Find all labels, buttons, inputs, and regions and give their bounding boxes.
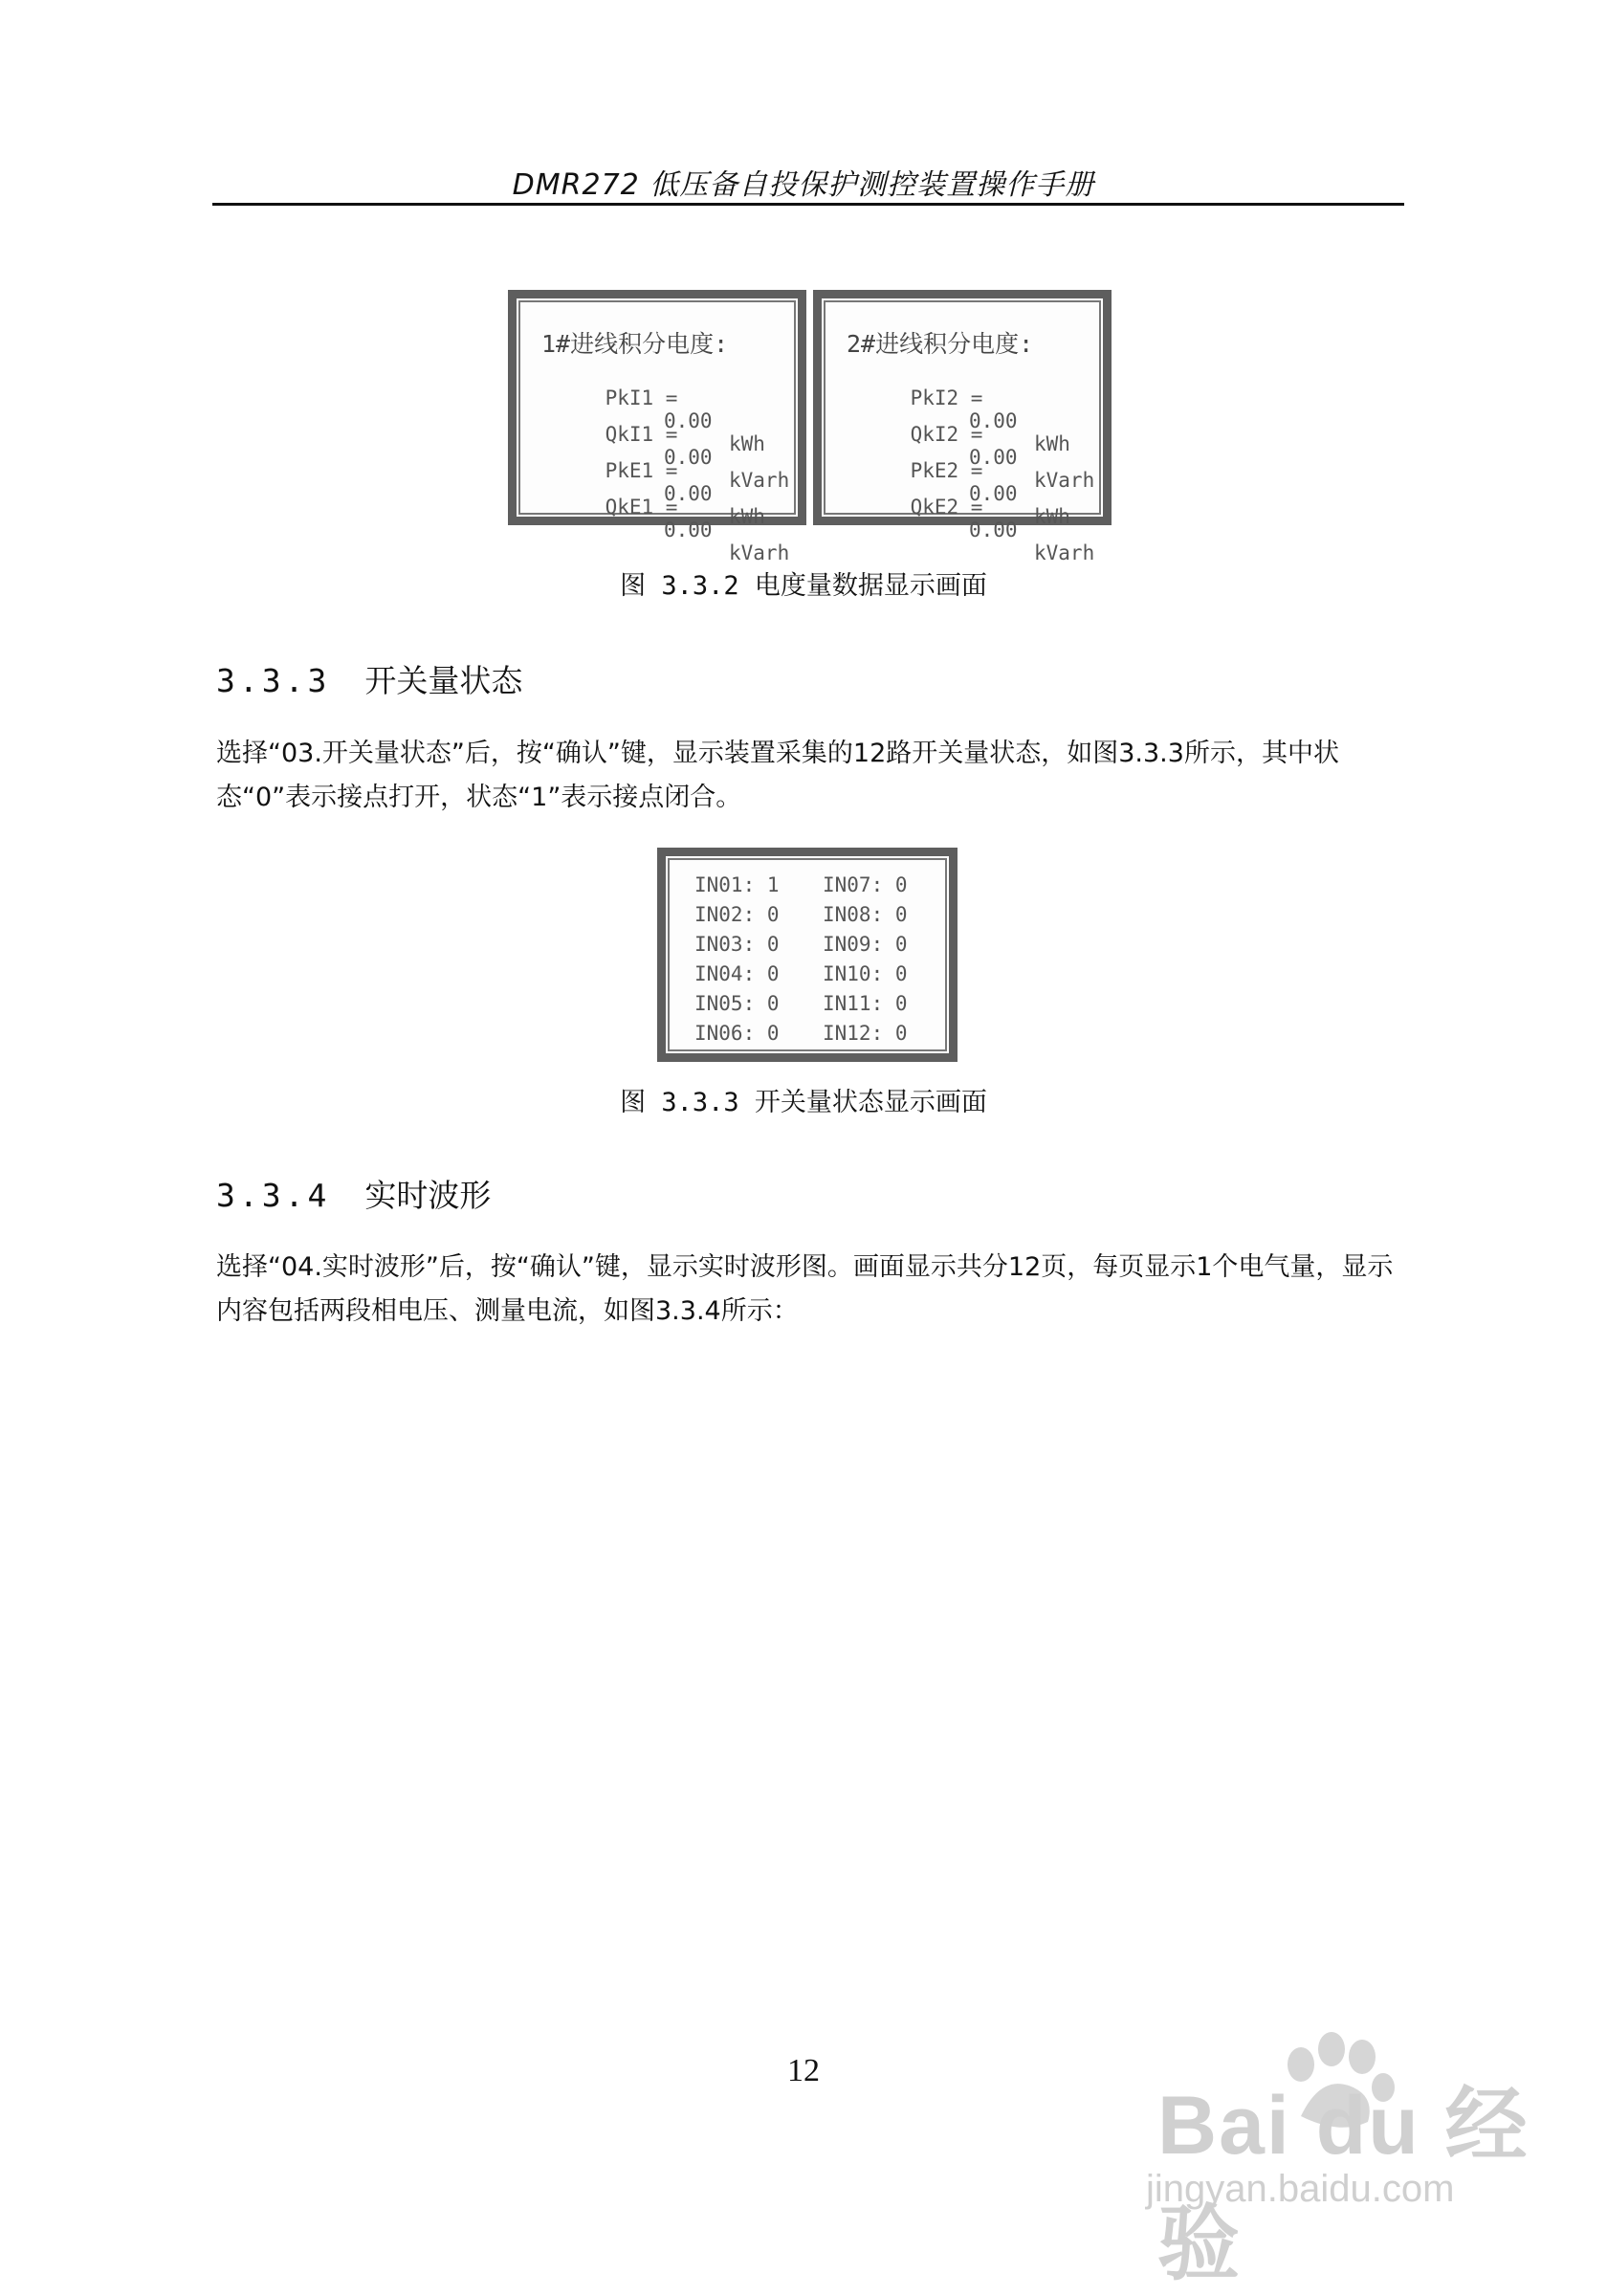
switch-state-in10: IN10: 0 [823,962,908,985]
row-unit: kWh [1034,505,1070,528]
lcd-title: 2#进线积分电度: [847,330,1034,358]
row-unit: kWh [729,432,765,455]
row-value: 0.00 [664,409,713,432]
row-value: 0.00 [664,446,713,469]
figure-caption-3-3-2: 图 3.3.2 电度量数据显示画面 [620,571,987,601]
switch-state-in02: IN02: 0 [694,903,780,926]
section-heading-3-3-3 [216,656,522,701]
baidu-jingyan-watermark [1119,2028,1578,2290]
section-number: 3.3.3 [216,662,331,699]
section-heading-3-3-4 [216,1171,491,1216]
row-value: 0.00 [969,446,1018,469]
lcd-title: 1#进线积分电度: [541,330,729,358]
watermark-logo-text: Bai du 经验 [1157,2080,1530,2290]
watermark-url: jingyan.baidu.com [1146,2168,1455,2210]
row-unit: kVarh [1034,541,1095,564]
header-rule [212,203,1404,206]
section-number: 3.3.4 [216,1177,331,1214]
switch-state-in06: IN06: 0 [694,1022,780,1045]
switch-state-in09: IN09: 0 [823,933,908,956]
section-title: 实时波形 [364,1177,492,1214]
row-unit: kWh [1034,432,1070,455]
row-value: 0.00 [969,409,1018,432]
row-label: QkE2 = [910,496,983,519]
switch-state-in01: IN01: 1 [694,873,780,896]
row-unit: kVarh [729,541,790,564]
row-value: 0.00 [664,519,713,541]
row-label: QkI1 = [605,423,678,446]
lcd-screen-incoming-line-2 [813,290,1112,564]
row-value: 0.00 [664,482,713,505]
row-value: 0.00 [969,519,1018,541]
section-paragraph-3-3-4: 选择“04.实时波形”后，按“确认”键，显示实时波形图。画面显示共分12页，每页显示1个电气量，显示内容包括两段相电压、测量电流，如图3.3.4所示： [216,1252,1394,1326]
switch-state-in05: IN05: 0 [694,992,780,1015]
row-label: PkE1 = [605,459,678,482]
running-header-title: DMR272 低压备自投保护测控装置操作手册 [512,168,1095,202]
lcd-screen-switch-states [657,848,958,1062]
row-label: QkI2 = [910,423,983,446]
switch-state-in12: IN12: 0 [823,1022,908,1045]
row-unit: kWh [729,505,765,528]
row-label: PkI2 = [910,386,983,409]
row-label: PkI1 = [605,386,678,409]
row-unit: kVarh [729,469,790,492]
row-label: PkE2 = [910,459,983,482]
switch-state-in03: IN03: 0 [694,933,780,956]
row-label: QkE1 = [605,496,678,519]
switch-state-in04: IN04: 0 [694,962,780,985]
switch-state-in07: IN07: 0 [823,873,908,896]
row-value: 0.00 [969,482,1018,505]
section-paragraph-3-3-3: 选择“03.开关量状态”后，按“确认”键，显示装置采集的12路开关量状态，如图3.3.3所示，其中状态“0”表示接点打开，状态“1”表示接点闭合。 [216,739,1339,812]
row-unit: kVarh [1034,469,1095,492]
page-number: 12 [787,2053,820,2088]
switch-state-in11: IN11: 0 [823,992,908,1015]
figure-caption-3-3-3: 图 3.3.3 开关量状态显示画面 [620,1088,987,1117]
switch-state-in08: IN08: 0 [823,903,908,926]
section-title: 开关量状态 [364,662,523,699]
lcd-screen-incoming-line-1 [508,290,806,564]
